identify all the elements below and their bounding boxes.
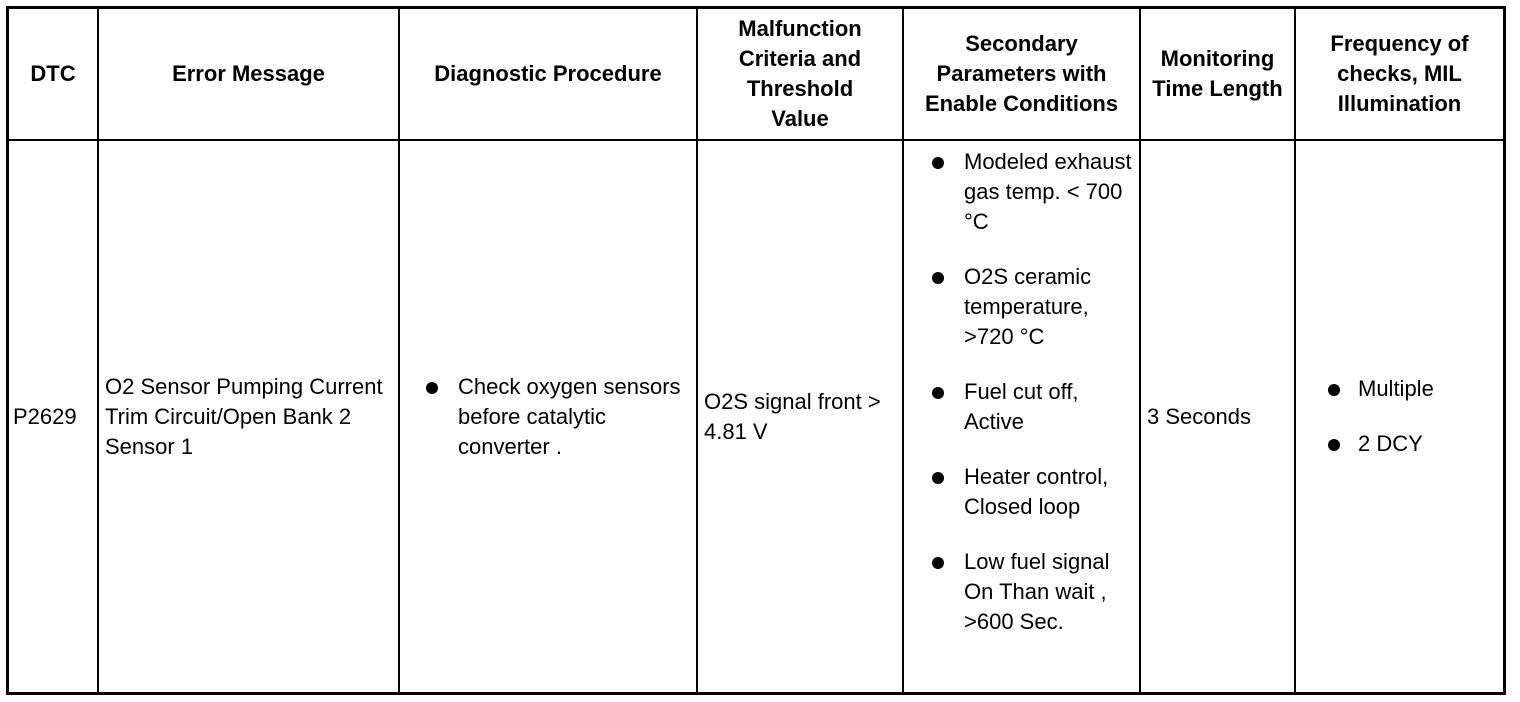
bullet-icon	[1328, 439, 1340, 451]
header-malfunction-label: Malfunction Criteria and Threshold Value	[738, 16, 862, 131]
secondary-parameter-item	[920, 147, 1135, 237]
frequency-item-text: 2 DCY	[1358, 430, 1423, 456]
header-dtc	[9, 9, 97, 139]
bullet-icon	[1328, 384, 1340, 396]
secondary-parameter-item-text: Modeled exhaust gas temp. < 700 °C	[964, 149, 1132, 234]
frequency-item	[1314, 374, 1434, 404]
header-diagnostic-procedure-label: Diagnostic Procedure	[434, 61, 662, 86]
malfunction-text: O2S signal front > 4.81 V	[704, 388, 881, 444]
cell-error-message	[99, 141, 398, 692]
header-frequency	[1296, 9, 1503, 139]
secondary-parameter-list	[920, 147, 1135, 637]
bullet-icon	[932, 557, 944, 569]
header-malfunction	[698, 9, 902, 139]
bullet-icon	[426, 382, 438, 394]
cell-secondary	[904, 141, 1139, 692]
frequency-item	[1314, 429, 1434, 459]
bullet-icon	[932, 272, 944, 284]
header-monitoring-label: Monitoring Time Length	[1152, 46, 1283, 101]
secondary-parameter-item	[920, 262, 1135, 352]
cell-diagnostic-procedure	[400, 141, 696, 692]
cell-frequency	[1296, 141, 1503, 692]
secondary-parameter-item-text: Low fuel signal On Than wait , >600 Sec.	[964, 549, 1110, 634]
secondary-parameter-item-text: Heater control, Closed loop	[964, 464, 1109, 519]
header-error-message	[99, 9, 398, 139]
header-secondary-label: Secondary Parameters with Enable Conditions	[924, 31, 1119, 116]
header-frequency-label: Frequency of checks, MIL Illumination	[1330, 31, 1469, 116]
header-diagnostic-procedure	[400, 9, 696, 139]
header-monitoring	[1141, 9, 1294, 139]
secondary-parameter-item	[920, 462, 1135, 522]
cell-malfunction	[698, 141, 902, 692]
secondary-parameter-item	[920, 377, 1135, 437]
bullet-icon	[932, 387, 944, 399]
header-dtc-label: DTC	[30, 61, 76, 86]
bullet-icon	[932, 157, 944, 169]
header-secondary	[904, 9, 1139, 139]
cell-dtc	[9, 141, 97, 692]
dtc-table	[6, 6, 1506, 695]
secondary-parameter-item-text: Fuel cut off, Active	[964, 379, 1079, 434]
frequency-list	[1314, 374, 1434, 484]
monitoring-time-text: 3 Seconds	[1147, 403, 1251, 429]
secondary-parameter-item-text: O2S ceramic temperature, >720 °C	[964, 264, 1092, 349]
dtc-code: P2629	[13, 403, 77, 429]
cell-monitoring	[1141, 141, 1294, 692]
secondary-parameter-item	[920, 547, 1135, 637]
header-error-message-label: Error Message	[172, 61, 325, 86]
frequency-item-text: Multiple	[1358, 375, 1434, 401]
diagnostic-procedure-text: Check oxygen sensors before catalytic converter .	[458, 373, 681, 459]
diagnostic-bullet-item	[412, 372, 686, 462]
bullet-icon	[932, 472, 944, 484]
error-message-text: O2 Sensor Pumping Current Trim Circuit/Open Bank 2 Sensor 1	[105, 373, 383, 459]
